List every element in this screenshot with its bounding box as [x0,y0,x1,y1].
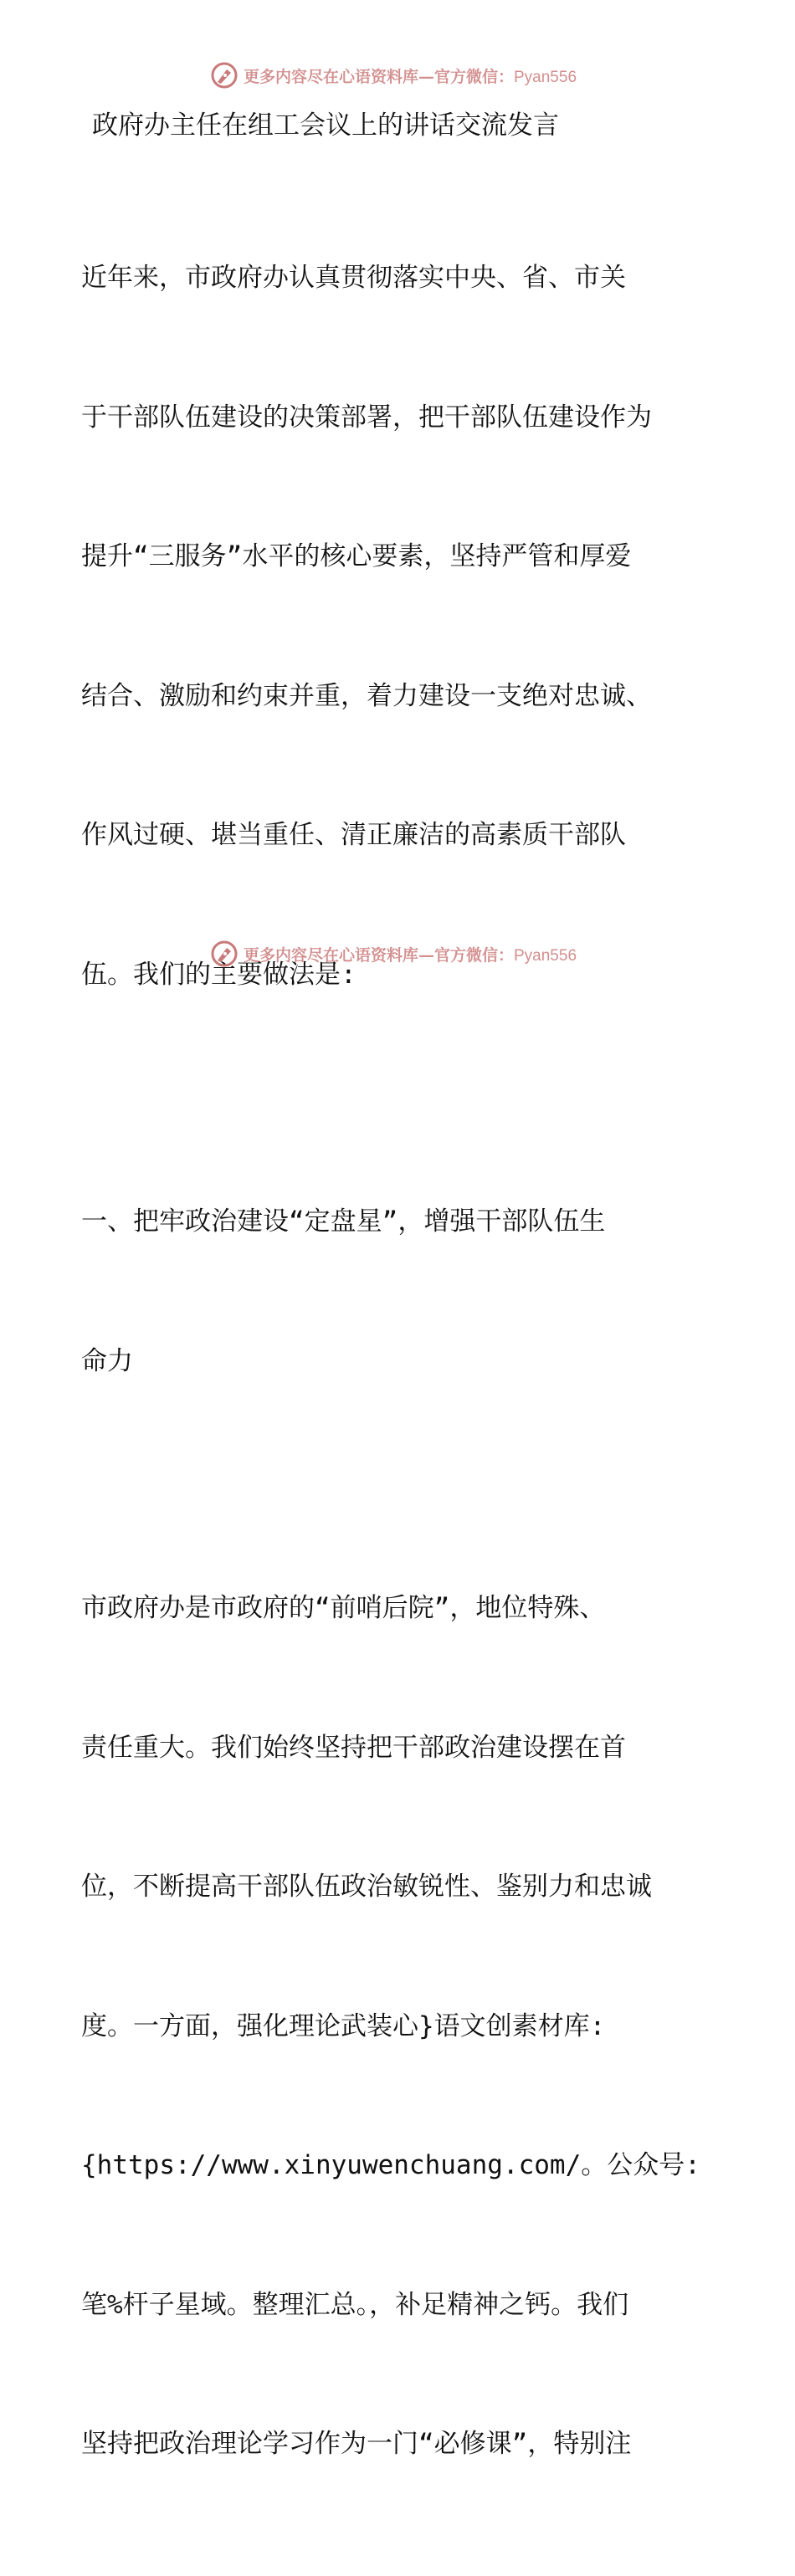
footer-watermark [0,937,795,970]
text-line: 市政府办是市政府的“前哨后院”，地位特殊、 [81,1593,606,1623]
text-line: 作风过硬、堪当重任、清正廉洁的高素质干部队 [81,820,626,850]
text-line: 坚持把政治理论学习作为一门“必修课”，特别注 [81,2429,632,2459]
text-line: 伍。我们的主要做法是: [81,959,356,990]
document-title: 政府办主任在组工会议上的讲话交流发言 [92,110,559,141]
text-line: 命力 [81,1345,133,1376]
watermark-inner [210,940,577,968]
text-line: 提升“三服务”水平的核心要素，坚持严管和厚爱 [81,541,632,571]
document-body [81,104,717,2576]
text-line: 责任重大。我们始终坚持把干部政治建设摆在首 [81,1732,626,1763]
text-line: 位，不断提高干部队伍政治敏锐性、鉴别力和忠诚 [81,1872,652,1902]
watermark-inner [210,61,577,90]
text-line: 笔%杆子星域。整理汇总。，补足精神之钙。我们 [81,2289,629,2320]
text-line: 一、把牢政治建设“定盘星”，增强干部队伍生 [81,1206,606,1237]
header-watermark [0,59,795,92]
section-heading-1 [81,1106,717,1477]
paragraph-section-1 [81,1493,717,2561]
text-line: 于干部队伍建设的决策部署，把干部队伍建设作为 [81,402,652,433]
pen-nib-logo-icon [210,61,238,90]
watermark-text: 更多内容尽在心语资料库—官方微信：Pyan556 [243,67,577,86]
pen-nib-logo-icon [210,940,238,968]
text-line: 度。一方面，强化理论武装心}语文创素材库: [81,2010,606,2041]
text-line: 近年来，市政府办认真贯彻落实中央、省、市关 [81,263,626,293]
text-line: 结合、激励和约束并重，着力建设一支绝对忠诚、 [81,680,652,711]
watermark-text: 更多内容尽在心语资料库—官方微信：Pyan556 [243,945,577,965]
text-line: {https://www.xinyuwenchuang.com/。公众号: [81,2150,700,2180]
